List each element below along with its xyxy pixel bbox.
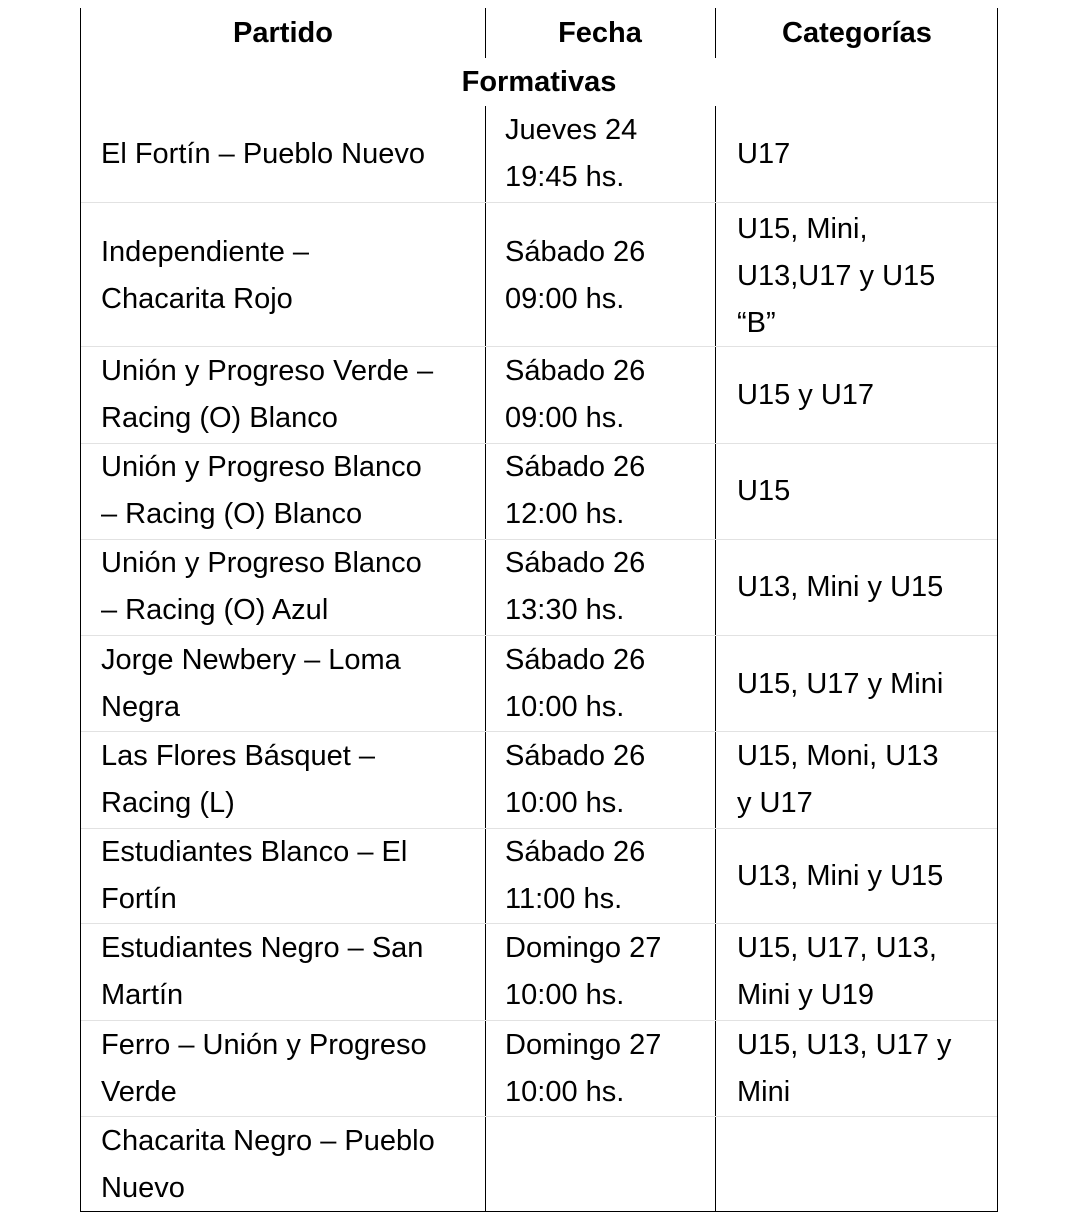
row-separator — [81, 923, 997, 924]
table-row — [81, 637, 997, 731]
date-cell: Domingo 27 10:00 hs. — [505, 1029, 662, 1108]
table-row — [81, 106, 997, 202]
header-date: Fecha — [558, 16, 642, 49]
table-row — [81, 540, 997, 634]
match-cell: Ferro – Unión y Progreso Verde — [101, 1029, 427, 1108]
date-cell: Jueves 24 19:45 hs. — [505, 114, 638, 193]
match-cell: El Fortín – Pueblo Nuevo — [101, 137, 426, 170]
categories-cell: U15 y U17 — [737, 378, 875, 411]
categories-cell: U15, Moni, U13 y U17 — [737, 740, 939, 819]
categories-cell: U17 — [737, 137, 791, 170]
categories-cell: U15, U13, U17 y Mini — [737, 1029, 952, 1108]
table-row — [81, 348, 997, 442]
date-cell: Sábado 26 12:00 hs. — [505, 451, 646, 530]
match-cell: Chacarita Negro – Pueblo Nuevo — [101, 1125, 435, 1204]
match-cell: Unión y Progreso Blanco – Racing (O) Azul — [101, 547, 422, 626]
date-cell: Sábado 26 13:30 hs. — [505, 547, 646, 626]
match-cell: Unión y Progreso Blanco – Racing (O) Blanco — [101, 451, 422, 530]
match-cell: Jorge Newbery – Loma Negra — [101, 644, 401, 723]
table-row — [81, 829, 997, 923]
date-cell: Sábado 26 11:00 hs. — [505, 836, 646, 915]
row-separator — [81, 731, 997, 732]
categories-cell: U15 — [737, 474, 791, 507]
row-separator — [81, 202, 997, 203]
table-row — [81, 925, 997, 1019]
table-row — [81, 204, 997, 348]
date-cell — [505, 1118, 705, 1212]
categories-cell: U15, U17, U13, Mini y U19 — [737, 932, 937, 1011]
row-separator — [81, 346, 997, 347]
header-categories: Categorías — [782, 16, 932, 49]
date-cell: Sábado 26 09:00 hs. — [505, 236, 646, 315]
table-row — [81, 1118, 997, 1212]
match-cell: Unión y Progreso Verde – Racing (O) Blanco — [101, 355, 434, 434]
row-separator — [81, 1020, 997, 1021]
date-cell: Sábado 26 10:00 hs. — [505, 740, 646, 819]
categories-cell: U15, U17 y Mini — [737, 667, 944, 700]
row-separator — [81, 1116, 997, 1117]
date-cell: Sábado 26 10:00 hs. — [505, 644, 646, 723]
match-cell: Las Flores Básquet – Racing (L) — [101, 740, 376, 819]
date-cell: Sábado 26 09:00 hs. — [505, 355, 646, 434]
table-row — [81, 1022, 997, 1116]
table-row — [81, 444, 997, 538]
categories-cell: U13, Mini y U15 — [737, 570, 944, 603]
section-title: Formativas — [461, 65, 617, 98]
match-cell: Independiente – Chacarita Rojo — [101, 236, 310, 315]
schedule-table — [80, 8, 998, 1212]
match-cell: Estudiantes Negro – San Martín — [101, 932, 424, 1011]
categories-cell: U13, Mini y U15 — [737, 859, 944, 892]
table-row — [81, 733, 997, 827]
header-match: Partido — [233, 16, 333, 49]
row-separator — [81, 635, 997, 636]
categories-cell — [737, 1118, 987, 1212]
categories-cell: U15, Mini, U13,U17 y U15 “B” — [737, 212, 936, 339]
date-cell: Domingo 27 10:00 hs. — [505, 932, 662, 1011]
match-cell: Estudiantes Blanco – El Fortín — [101, 836, 408, 915]
